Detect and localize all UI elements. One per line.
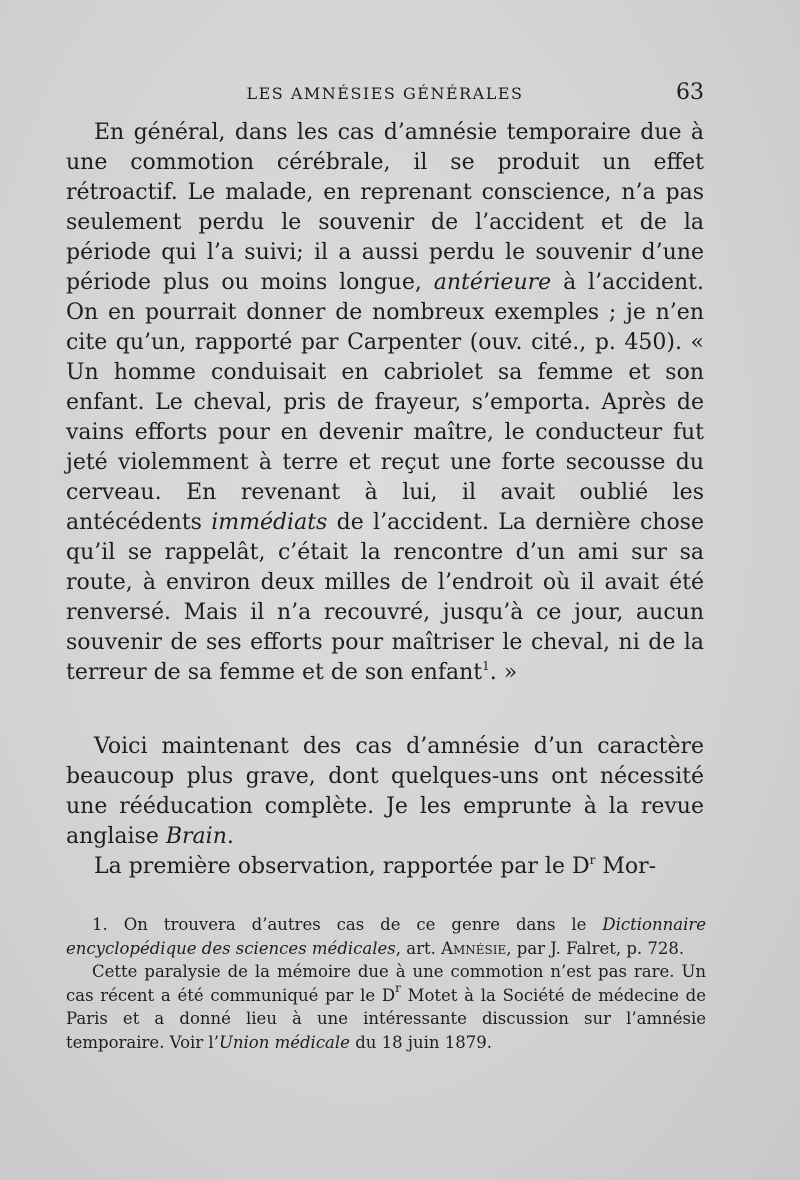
- running-title: LES AMNÉSIES GÉNÉRALES: [246, 84, 524, 103]
- page-header: [66, 80, 704, 110]
- page-number: 63: [676, 80, 704, 105]
- paragraph3-text-b: Mor-: [595, 854, 657, 879]
- paragraph2-text-a: Voici maintenant des cas d’amnésie d’un caractère beaucoup plus grave, dont quelques-uns ont nécessité une rééducation complète. Je les emprunte à la revue anglaise: [66, 734, 704, 849]
- paragraph1-text-c: de l’accident. La dernière chose qu’il se rappelât, c’était la rencontre d’un ami sur sa route, à environ deux milles de l’endroit où il avait été renversé. Mais il n’a recouvré, jusqu’à ce jour, aucun souvenir de ses efforts pour maîtriser le cheval, ni de la terreur de sa femme et de son enfant: [66, 510, 704, 685]
- footnote2-text-a: Cette paralysie de la mémoire due à une commotion n’est pas rare. Un cas récent a été communiqué par le D: [66, 962, 706, 1005]
- main-text: [66, 118, 704, 882]
- footnote1-italic: Dictionnaire encyclopédique des sciences médicales: [66, 915, 707, 958]
- paragraph1-text-b: à l’accident. On en pourrait donner de nombreux exemples ; je n’en cite qu’un, rapporté par Carpenter (ouv. cité., p. 450). « Un homme conduisait en cabriolet sa femme et son enfant. Le cheval, pris de frayeur, s’emporta. Après de vains efforts pour en devenir maître, le conducteur fut jeté violemment à terre et reçut une forte secousse du cerveau. En revenant à lui, il avait oublié les antécédents: [66, 270, 704, 535]
- footnote2-text-c: du 18 juin 1879.: [349, 1032, 492, 1052]
- footnotes: [66, 913, 706, 1054]
- footnote-1: [66, 913, 706, 960]
- paragraph-amnesie-retroactive: [66, 118, 704, 688]
- paragraph3-superscript: r: [589, 853, 596, 867]
- footnote-reference: 1: [482, 659, 490, 673]
- footnote2-italic: Union médicale: [218, 1032, 350, 1052]
- footnote1-text-b: , art.: [395, 938, 436, 958]
- footnote1-smallcaps: Amnésie: [441, 938, 507, 958]
- paragraph-premiere-observation: [66, 852, 704, 882]
- paragraph-cas-graves: [66, 732, 704, 852]
- footnote-1-continuation: [66, 960, 706, 1054]
- footnote2-superscript: r: [395, 980, 401, 995]
- paragraph3-text-a: La première observation, rapportée par le D: [94, 854, 590, 879]
- footnote1-text-a: 1. On trouvera d’autres cas de ce genre dans le: [92, 915, 587, 934]
- paragraph1-closing: . »: [489, 660, 518, 685]
- paragraph1-italic-immediats: immédiats: [211, 510, 328, 535]
- footnote1-text-c: , par J. Falret, p. 728.: [506, 938, 685, 958]
- paragraph1-italic-anterieure: antérieure: [433, 270, 552, 295]
- paragraph2-italic-brain: Brain: [165, 824, 227, 849]
- paragraph2-text-b: .: [226, 824, 234, 849]
- paragraph1-text-a: En général, dans les cas d’amnésie temporaire due à une commotion cérébrale, il se produit un effet rétroactif. Le malade, en reprenant conscience, n’a pas seulement perdu le souvenir de l’accident et de la période qui l’a suivi; il a aussi perdu le souvenir d’une période plus ou moins longue,: [66, 120, 704, 295]
- footnote2-text-b: Motet à la Société de médecine de Paris et a donné lieu à une intéressante discussion sur l’amnésie temporaire. Voir l’: [66, 985, 706, 1052]
